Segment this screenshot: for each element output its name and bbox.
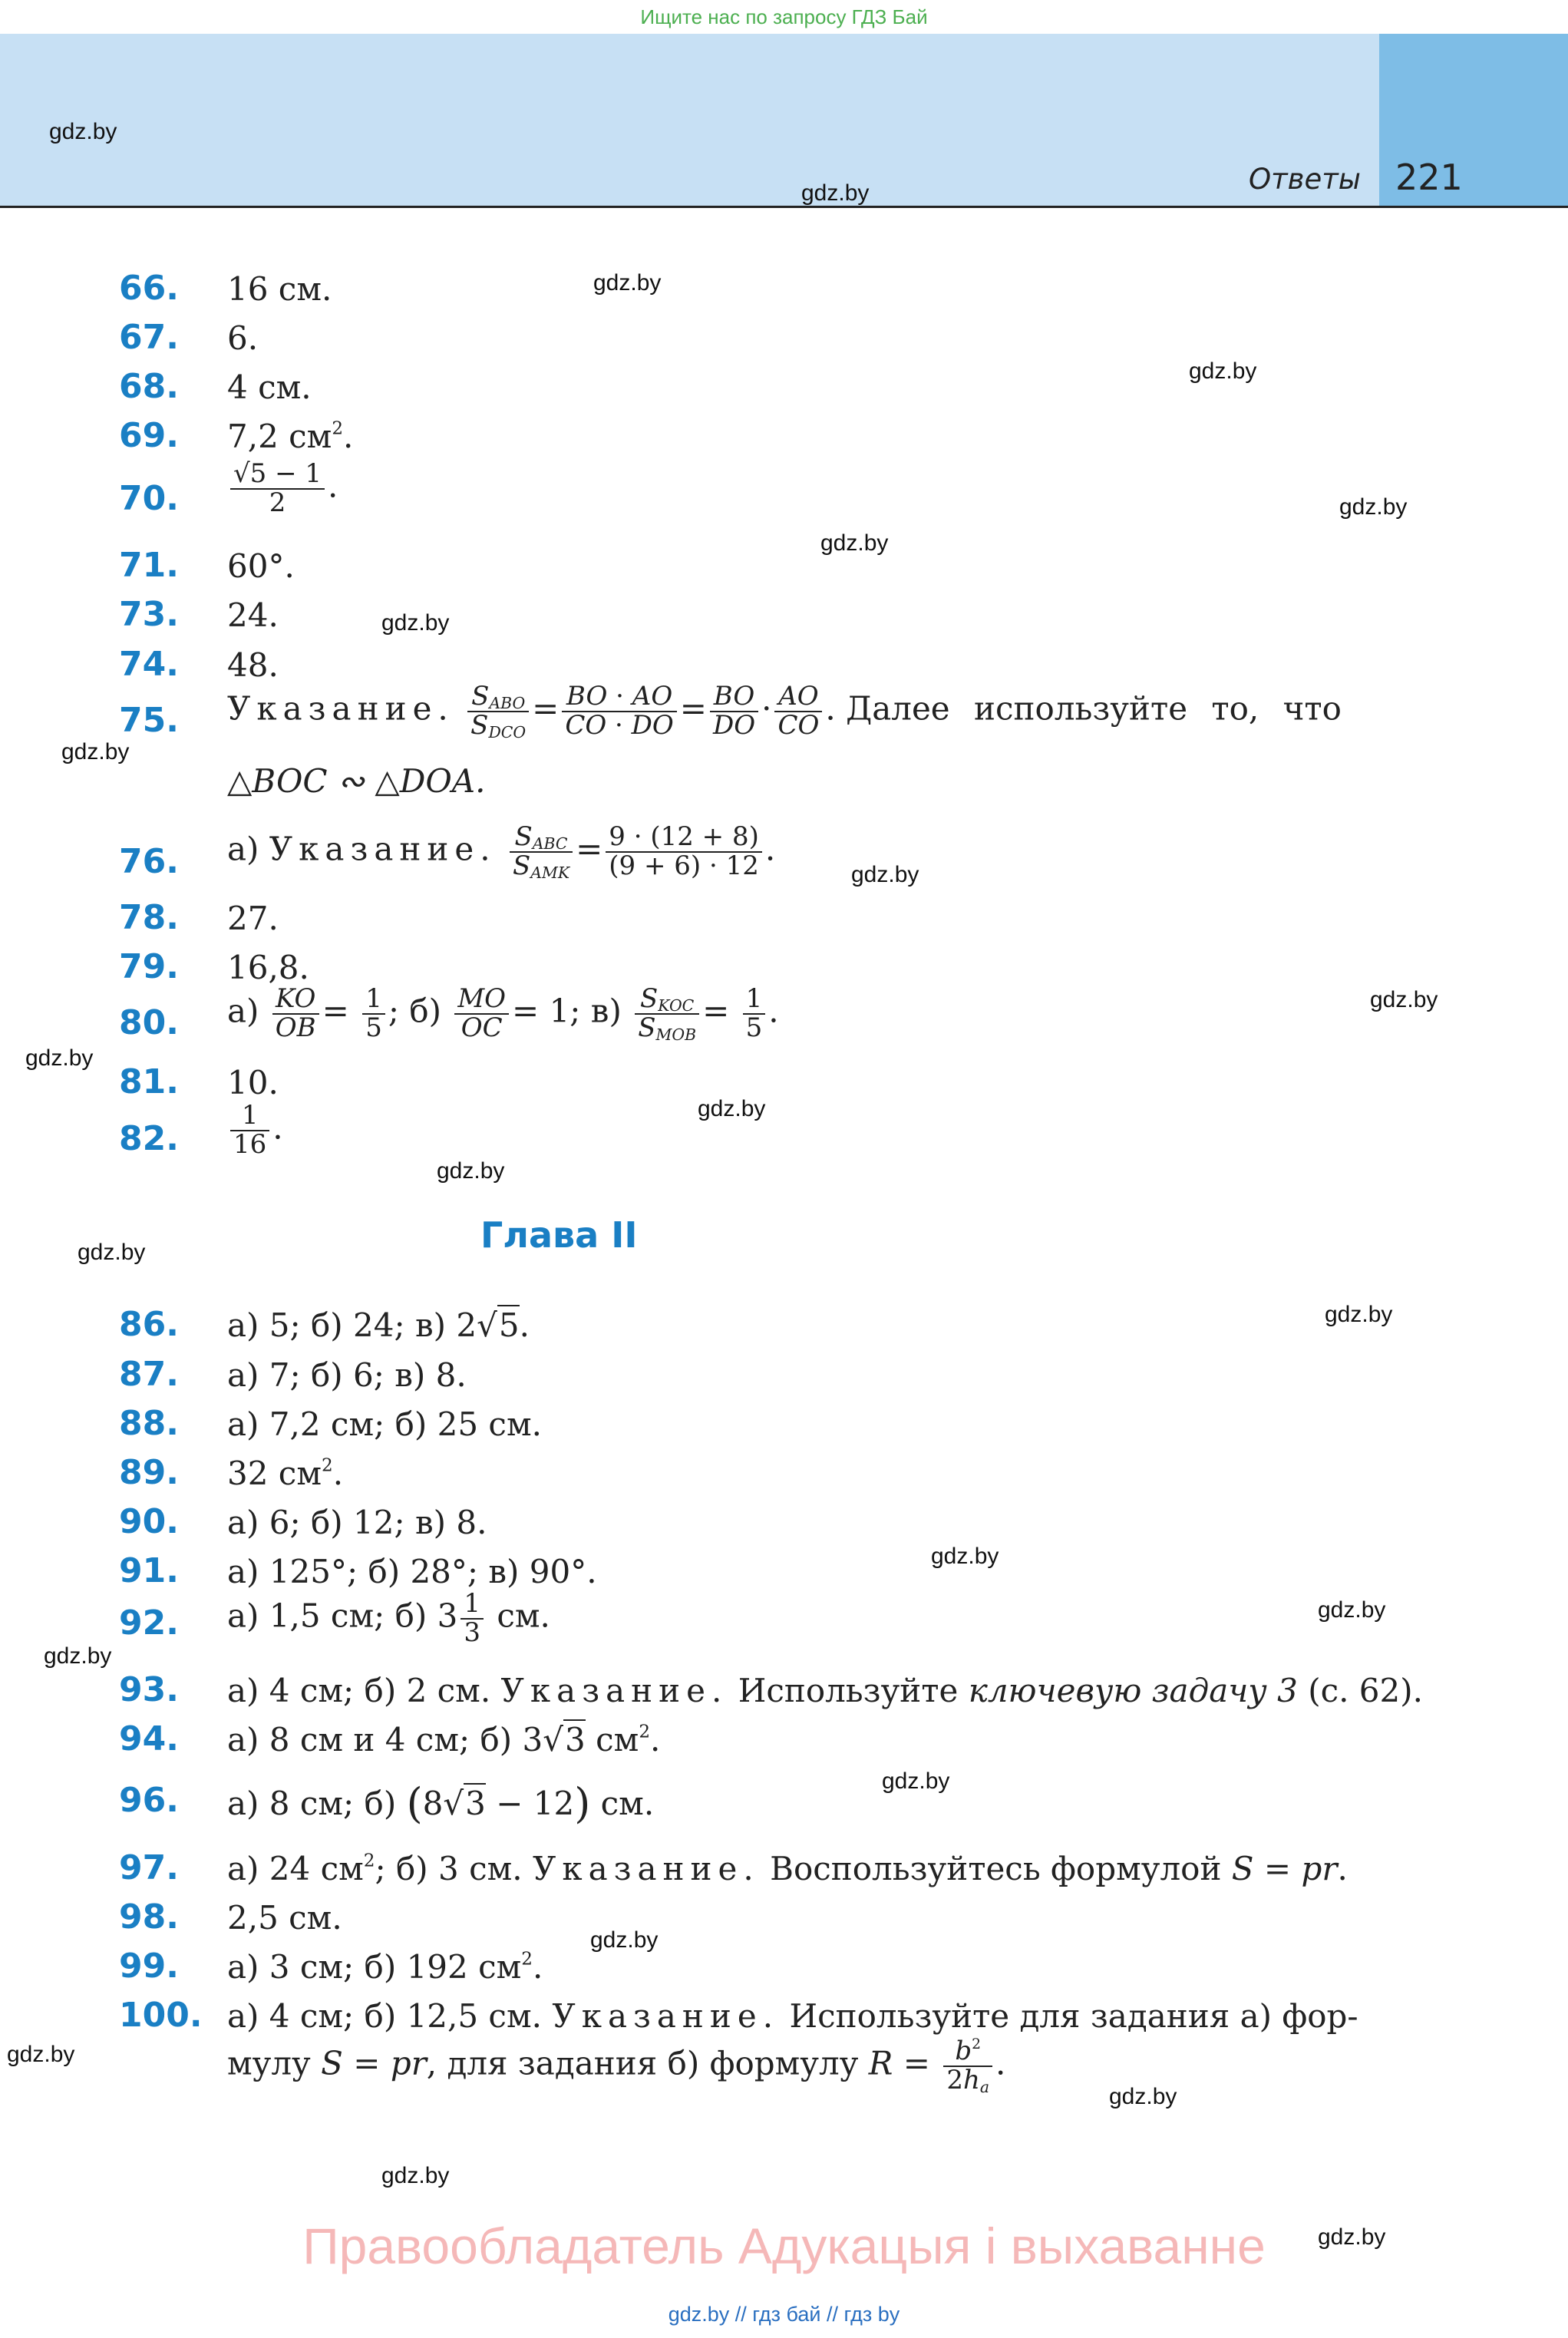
answer-number: 91. — [119, 1551, 179, 1590]
section-title: Ответы — [1248, 163, 1361, 196]
answer-text: а) $\frac{KO}{OB}$ = $\frac{1}{5}$ ; б) $\frac{MO}{OC}$ = 1; в) $\frac{S_{KOC}}{S_{MOB}}$ = $\frac{1}{5}$ . — [227, 983, 779, 1044]
answer-number: 74. — [119, 645, 179, 684]
answer-number: 93. — [119, 1670, 179, 1709]
answer-number: 92. — [119, 1603, 179, 1643]
answer-number: 94. — [119, 1719, 179, 1758]
header-divider — [0, 206, 1568, 208]
footer-links[interactable]: gdz.by // гдз бай // гдз by — [668, 2303, 900, 2326]
answer-number: 97. — [119, 1848, 179, 1887]
watermark: gdz.by — [49, 119, 117, 144]
watermark: gdz.by — [1325, 1302, 1393, 1327]
answer-number: 88. — [119, 1404, 179, 1443]
answer-text: 6. — [227, 319, 259, 357]
answer-number: 98. — [119, 1897, 179, 1937]
watermark: gdz.by — [1109, 2084, 1177, 2109]
watermark: gdz.by — [44, 1643, 112, 1669]
answer-number: 67. — [119, 318, 179, 357]
watermark: gdz.by — [381, 2163, 450, 2188]
answer-number: 99. — [119, 1947, 179, 1986]
answer-text: 60°. — [227, 547, 295, 585]
watermark: gdz.by — [820, 530, 889, 556]
answer-text: а) 125°; б) 28°; в) 90°. — [227, 1553, 597, 1590]
answer-text-continuation: △BOC ∾ △DOA. — [227, 762, 486, 800]
answer-number: 78. — [119, 898, 179, 937]
watermark: gdz.by — [593, 270, 662, 296]
answer-number: 82. — [119, 1119, 179, 1158]
watermark: gdz.by — [698, 1096, 766, 1121]
answer-number: 68. — [119, 367, 179, 406]
answer-text: а) 7,2 см; б) 25 см. — [227, 1405, 542, 1443]
answer-text: а) 7; б) 6; в) 8. — [227, 1356, 467, 1394]
answer-text: а) 1,5 см; б) 3 $\frac{1}{3}$ см. — [227, 1588, 550, 1648]
answer-text: 32 $см^2$. — [227, 1455, 344, 1492]
answer-text: а) 8 см и 4 см; б) 3√3 $см^2$. — [227, 1721, 661, 1758]
answer-number: 80. — [119, 1003, 179, 1042]
answer-number: 90. — [119, 1502, 179, 1541]
answer-text: а) 24 $см^2$; б) 3 см. Указание. Воспользуйтесь формулой S = pr. — [227, 1850, 1348, 1887]
watermark: gdz.by — [7, 2042, 75, 2067]
watermark: gdz.by — [78, 1240, 146, 1265]
page-number: 221 — [1395, 157, 1463, 198]
answer-number: 73. — [119, 595, 179, 634]
answer-text: а) Указание. $\frac{S_{ABC}}{S_{AMK}}$ = $\frac{9 \cdot (12 + 8)}{(9 + 6) \cdot 12}$ . — [227, 821, 776, 882]
answer-text: 24. — [227, 596, 279, 634]
answer-text: 16 см. — [227, 270, 332, 308]
watermark: gdz.by — [1370, 987, 1438, 1012]
watermark: gdz.by — [1318, 1597, 1386, 1623]
watermark: gdz.by — [1189, 358, 1257, 384]
answer-text: а) 8 см; б) (8√3 − 12) см. — [227, 1779, 655, 1828]
answer-number: 66. — [119, 269, 179, 308]
answer-text: 10. — [227, 1064, 279, 1101]
watermark: gdz.by — [882, 1768, 950, 1794]
watermark: gdz.by — [437, 1158, 505, 1184]
answer-text: 16,8. — [227, 949, 309, 986]
answer-number: 89. — [119, 1453, 179, 1492]
answer-number: 75. — [119, 701, 179, 740]
copyright-notice: Правообладатель Адукацыя і выхаванне — [302, 2217, 1266, 2274]
answer-number: 79. — [119, 947, 179, 986]
answer-text: 2,5 см. — [227, 1899, 342, 1937]
answer-number: 100. — [119, 1996, 203, 2035]
answer-text: 48. — [227, 646, 279, 684]
answer-number: 87. — [119, 1355, 179, 1394]
answer-text: а) 3 см; б) 192 $см^2$. — [227, 1948, 543, 1986]
answer-number: 76. — [119, 842, 179, 881]
watermark: gdz.by — [1339, 494, 1408, 520]
watermark: gdz.by — [801, 180, 870, 206]
answer-text: а) 4 см; б) 12,5 см. Указание. Используйте для задания а) фор- — [227, 1997, 1358, 2035]
answer-text: а) 5; б) 24; в) 2√5. — [227, 1306, 530, 1344]
answer-text: $\frac{√5 - 1}{2}$ . — [227, 461, 338, 517]
chapter-title: Глава II — [480, 1214, 638, 1256]
answer-text: а) 4 см; б) 2 см. Указание. Используйте ключевую задачу 3 (с. 62). — [227, 1672, 1423, 1709]
answer-text: 7,2 $см^2$. — [227, 418, 354, 455]
answer-text: а) 6; б) 12; в) 8. — [227, 1504, 487, 1541]
answer-number: 70. — [119, 479, 179, 518]
watermark: gdz.by — [931, 1544, 999, 1569]
answer-text: $\frac{1}{16}$ . — [227, 1102, 283, 1158]
answer-text: 27. — [227, 900, 279, 937]
answer-number: 96. — [119, 1781, 179, 1820]
watermark: gdz.by — [25, 1045, 94, 1071]
answer-number: 81. — [119, 1062, 179, 1101]
top-banner[interactable]: Ищите нас по запросу ГДЗ Бай — [640, 5, 928, 28]
answer-number: 71. — [119, 546, 179, 585]
watermark: gdz.by — [851, 862, 919, 887]
watermark: gdz.by — [1318, 2224, 1386, 2250]
answer-number: 86. — [119, 1305, 179, 1344]
watermark: gdz.by — [61, 739, 130, 764]
answer-text-continuation: мулу S = pr, для задания б) формулу R = $\frac{b^2}{2h_a}$ . — [227, 2036, 1006, 2096]
watermark: gdz.by — [590, 1927, 659, 1953]
header-band — [0, 34, 1379, 206]
answer-number: 69. — [119, 416, 179, 455]
answer-text: 4 см. — [227, 368, 312, 406]
answer-text: Указание. $\frac{S_{ABO}}{S_{DCO}}$ = $\frac{BO \cdot AO}{CO \cdot DO}$ = $\frac{BO}{DO}$ · $\frac{AO}{CO}$ . Далее используйте то, что — [227, 681, 1342, 741]
watermark: gdz.by — [381, 610, 450, 636]
